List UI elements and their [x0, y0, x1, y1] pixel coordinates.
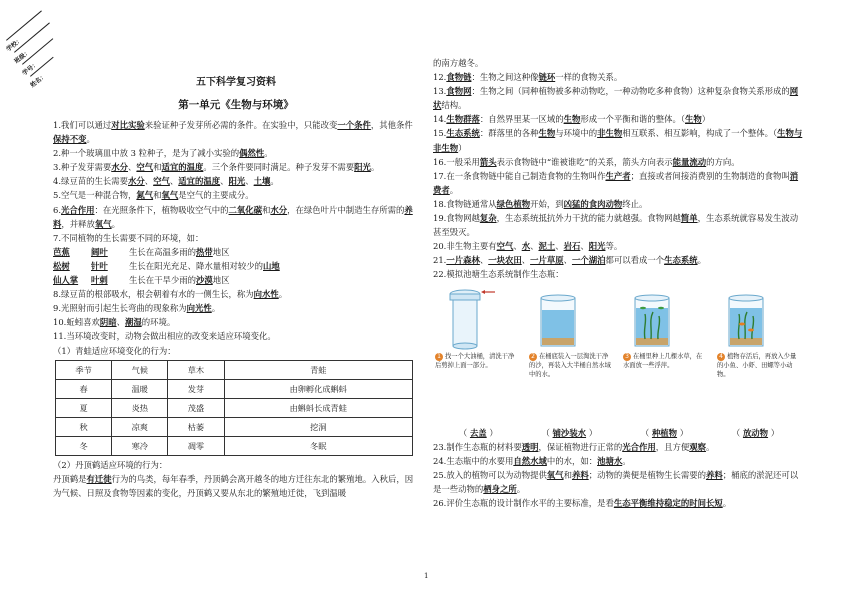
text-line-r22: 22.模拟池塘生态系统制作生态瓶：: [433, 269, 564, 280]
table-cell: 寒冷: [112, 436, 168, 455]
table-cell: 春: [56, 379, 112, 398]
frog-season-table: [55, 360, 413, 456]
text-line-r12: 12.食物链：生物之间这种像链环一样的食物关系。: [433, 72, 623, 83]
text-line-r23: 23.制作生态瓶的材料要透明，保证植物进行正常的光合作用，且方便观察。: [433, 441, 715, 452]
leaf-type: 叶刺: [91, 275, 108, 286]
plant-row: [53, 259, 419, 273]
table-cell: 冬眠: [224, 436, 412, 455]
text-line-r24: 24.生态瓶中的水要用自然水域中的水，如：池塘水。: [433, 455, 631, 466]
table-cell: 气候: [112, 360, 168, 379]
figure-label-1: （ 去盖 ）: [458, 427, 498, 438]
text-line-r21: 21.一片森林、一块农田、一片草原、一个湖泊都可以看成一个生态系统。: [433, 255, 706, 266]
table-cell: 炎热: [112, 398, 168, 417]
plant-examples: [53, 245, 419, 287]
text-line-l7: 7.不同植物的生长需要不同的环境，如：: [53, 232, 204, 243]
leaf-type: 针叶: [91, 260, 108, 271]
right-column: [433, 56, 805, 510]
table-cell: 青蛙: [224, 360, 412, 379]
text-line-r20: 20.非生物主要有空气、水、泥土、岩石、阳光等。: [433, 241, 623, 252]
plant-habitat: 生长在阳光充足、降水量相对较少的山地: [129, 260, 280, 271]
step-number: 4: [717, 353, 725, 361]
text-line-l11: 11.当环境改变时，动物会做出相应的改变来适应环境变化。: [53, 331, 276, 342]
table-cell: 季节: [56, 360, 112, 379]
text-line-l8: 8.绿豆苗的根部吸水，根会朝着有水的一侧生长，称为向水性。: [53, 289, 288, 300]
corner-label-school: 学校：: [5, 36, 24, 54]
text-line-l10: 10.蚯蚓喜欢阴暗、潮湿的环境。: [53, 317, 176, 328]
right-lines-2: [433, 440, 805, 510]
text-line-l9: 9.光照射而引起生长弯曲的现象称为向光性。: [53, 303, 221, 314]
bucket-plants-icon: [621, 284, 707, 352]
corner-label-class: 班级：: [13, 48, 32, 66]
step-text: 植物存活后，再放入少量的小鱼、小虾、田螺等小动物。: [717, 352, 797, 378]
bucket-lid-icon: [433, 284, 519, 352]
bucket-animals-icon: [715, 284, 801, 352]
left-lines-3: [53, 458, 419, 500]
table-row: [56, 379, 413, 398]
text-line-l6: 6.光合作用：在光照条件下，植物吸收空气中的二氧化碳和水分，在绿色叶片中制造生存所需的养料，并释放氧气。: [53, 204, 413, 229]
text-line-l11a: （1）青蛙适应环境变化的行为：: [53, 345, 176, 356]
right-lines: [433, 56, 805, 282]
text-line-r25: 25.放入的植物可以为动物提供氧气和养料；动物的粪便是植物生长需要的养料；桶底的淤泥还可以是一些动物的栖身之所。: [433, 469, 799, 494]
figure-label-2: （ 铺沙装水 ）: [541, 427, 598, 438]
text-line-r14: 14.生物群落：自然界里某一区域的生物形成一个平衡和谐的整体。（生物）: [433, 114, 711, 125]
table-cell: 秋: [56, 417, 112, 436]
left-lines-2: [53, 287, 419, 357]
table-cell: 由蝌蚪长成青蛙: [224, 398, 412, 417]
text-line-r26: 26.评价生态瓶的设计制作水平的主要标准，是看生态平衡维持稳定的时间长短。: [433, 497, 732, 508]
text-line-r16: 16.一般采用箭头表示食物链中“谁被谁吃”的关系，箭头方向表示能量流动的方向。: [433, 156, 740, 167]
table-cell: 夏: [56, 398, 112, 417]
step-number: 2: [529, 353, 537, 361]
table-row: [56, 436, 413, 455]
plant-name: 仙人掌: [53, 275, 79, 286]
text-line-r15: 15.生态系统：群落里的各种生物与环境中的非生物相互联系、相互影响，构成了一个整体。（生物与非生物）: [433, 128, 803, 153]
text-line-l2: 2.种一个玻璃皿中放 3 粒种子，是为了减小实验的偶然性。: [53, 148, 273, 159]
leaf-type: 阔叶: [91, 246, 108, 257]
text-line-r17: 17.在一条食物链中能自己制造食物的生物叫作生产者；直接或者间接消费别的生物制造的食物叫消费者。: [433, 170, 799, 195]
text-line-l11c: 丹顶鹤是有迁徙行为的鸟类，每年春季，丹顶鹤会离开越冬的地方迁往东北的繁殖地。入秋后，因为气候、日照及食物等因素的变化，丹顶鹤又要从东北的繁殖地迁徙，飞到温暖: [53, 473, 414, 498]
step-number: 3: [623, 353, 631, 361]
figure-caption-4: [717, 352, 801, 379]
figure-step-3: [621, 284, 707, 420]
table-header-row: [56, 360, 413, 379]
table-cell: 凉爽: [112, 417, 168, 436]
figure-caption-3: [623, 352, 707, 370]
table-cell: 由卵孵化成蝌蚪: [224, 379, 412, 398]
table-cell: 茂盛: [168, 398, 224, 417]
text-line-r0: 的南方越冬。: [433, 58, 484, 68]
corner-label-number: 学号：: [21, 60, 40, 78]
table-cell: 冬: [56, 436, 112, 455]
plant-habitat: 生长在干旱少雨的沙漠地区: [129, 275, 230, 286]
plant-name: 松树: [53, 260, 70, 271]
text-line-r18: 18.食物链通常从绿色植物开始，到凶猛的食肉动物终止。: [433, 198, 648, 209]
table-cell: 凋零: [168, 436, 224, 455]
text-line-r19: 19.食物网越复杂，生态系统抵抗外力干扰的能力就越强。食物网越简单，生态系统就容易发生波动甚至毁灭。: [433, 213, 799, 238]
step-text: 找一个大油桶，清洗干净后剪掉上面一部分。: [435, 352, 515, 369]
corner-label-name: 姓名：: [29, 72, 48, 90]
text-line-l11b: （2）丹顶鹤适应环境的行为：: [53, 459, 168, 470]
figure-caption-1: [435, 352, 519, 370]
figure-labels: [433, 426, 805, 440]
text-line-l3: 3.种子发芽需要水分、空气和适宜的温度。三个条件要同时满足。种子发芽不需要阳光。: [53, 162, 380, 173]
text-line-l4: 4.绿豆苗的生长需要水分、空气、适宜的温度、阳光、土壤。: [53, 176, 279, 187]
figure-step-2: [527, 284, 613, 420]
figure-label-4: （ 放动物 ）: [731, 427, 780, 438]
table-row: [56, 417, 413, 436]
page-number: 1: [424, 572, 429, 580]
text-line-r13: 13.食物网：生物之间（同种植物被多种动物吃，一种动物吃多种食物）这种复杂食物关系形成的网状结构。: [433, 86, 799, 111]
step-text: 在桶里种上几棵水草，在水面放一些浮萍。: [623, 352, 703, 369]
left-column: [53, 64, 419, 500]
figure-label-3: （ 种植物 ）: [640, 427, 689, 438]
figure-caption-2: [529, 352, 613, 379]
step-number: 1: [435, 353, 443, 361]
bucket-water-icon: [527, 284, 613, 352]
plant-row: [53, 273, 419, 287]
text-line-l5: 5.空气是一种混合物，氮气和氧气是空气的主要成分。: [53, 190, 254, 201]
binding-corner: [0, 0, 60, 90]
table-cell: 草木: [168, 360, 224, 379]
figure-step-1: [433, 284, 519, 420]
table-row: [56, 398, 413, 417]
left-lines: [53, 118, 419, 245]
table-cell: 温暖: [112, 379, 168, 398]
text-line-l1: 1.我们可以通过对比实验来验证种子发芽所必需的条件。在实验中，只能改变一个条件，其他条件保持不变。: [53, 120, 413, 145]
plant-name: 芭蕉: [53, 246, 70, 257]
figure-step-4: [715, 284, 801, 420]
table-cell: 挖洞: [224, 417, 412, 436]
step-text: 在桶底装入一层淘洗干净的沙，再装入大半桶自然水域中的水。: [529, 352, 611, 378]
plant-row: [53, 245, 419, 259]
table-cell: 发芽: [168, 379, 224, 398]
binding-line: [6, 10, 42, 40]
eco-bottle-figure: [433, 284, 805, 426]
unit-title: 第一单元《生物与环境》: [178, 99, 294, 111]
table-cell: 枯萎: [168, 417, 224, 436]
plant-habitat: 生长在高温多雨的热带地区: [129, 246, 230, 257]
page-title: 五下科学复习资料: [196, 77, 276, 88]
